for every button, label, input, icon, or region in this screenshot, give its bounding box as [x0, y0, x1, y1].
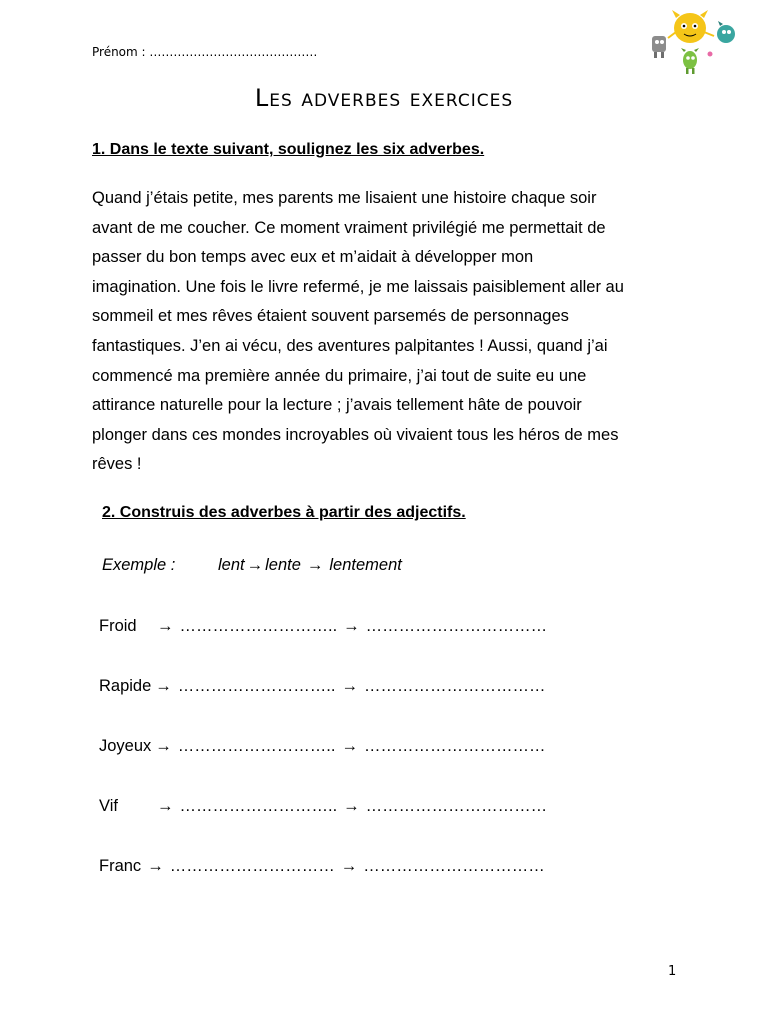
arrow-icon: →	[246, 556, 264, 574]
exercise-row-joyeux	[99, 737, 545, 756]
paragraph-line: passer du bon temps avec eux et m’aidait à développer mon	[92, 248, 534, 267]
adjective: Vif	[99, 797, 118, 815]
paragraph-line: rêves !	[92, 455, 142, 474]
blank-feminine[interactable]: ………………………..	[179, 797, 338, 815]
arrow-icon: →	[341, 677, 358, 695]
teal-monster-icon	[717, 21, 735, 43]
arrow-icon: →	[343, 617, 360, 635]
exercise-1-heading: 1. Dans le texte suivant, soulignez les six adverbes.	[92, 141, 485, 158]
example-word-1: lent	[218, 556, 245, 574]
paragraph-line: imagination. Une fois le livre refermé, je me laissais paisiblement aller au	[92, 277, 624, 296]
exercise-row-vif	[99, 797, 547, 816]
blank-adverb[interactable]: ……………………………	[365, 617, 548, 635]
example-words	[218, 556, 402, 575]
blank-adverb[interactable]: ……………………………	[365, 797, 548, 815]
page-title: Les adverbes exercices	[254, 84, 514, 112]
monsters-logo-icon	[648, 8, 740, 78]
arrow-icon: →	[343, 797, 360, 815]
yellow-monster-icon	[668, 10, 714, 43]
paragraph-line: fantastiques. J’en ai vécu, des aventures palpitantes ! Aussi, quand j’ai	[92, 336, 608, 355]
adjective: Franc	[99, 857, 142, 875]
blank-adverb[interactable]: ……………………………	[363, 857, 545, 875]
pink-dot-icon	[708, 52, 713, 57]
example-word-2: lente	[265, 556, 301, 574]
blank-adverb[interactable]: ……………………………	[363, 737, 546, 755]
paragraph-line: attirance naturelle pour la lecture ; j’avais tellement hâte de pouvoir	[92, 396, 582, 415]
paragraph-line: avant de me coucher. Ce moment vraiment privilégié me permettait de	[92, 218, 606, 237]
exercise-1-paragraph	[92, 184, 692, 480]
paragraph-line: sommeil et mes rêves étaient souvent parsemés de personnages	[92, 307, 569, 326]
exercise-row-froid	[99, 617, 547, 636]
blank-feminine[interactable]: …………………………	[169, 857, 335, 875]
blank-adverb[interactable]: ……………………………	[363, 677, 546, 695]
blank-feminine[interactable]: ………………………..	[179, 617, 338, 635]
adjective: Joyeux	[99, 737, 152, 755]
paragraph-line: commencé ma première année du primaire, j’ai tout de suite eu une	[92, 366, 587, 385]
arrow-icon: →	[155, 737, 172, 755]
example-label: Exemple :	[102, 556, 176, 574]
arrow-icon: →	[340, 857, 358, 875]
arrow-icon: →	[147, 857, 164, 875]
grey-monster-icon	[652, 36, 666, 58]
arrow-icon: →	[157, 797, 174, 815]
exercise-row-franc	[99, 857, 545, 876]
adjective: Rapide	[99, 677, 152, 695]
green-monster-icon	[681, 48, 699, 74]
example-word-3: lentement	[329, 556, 402, 574]
page-number: 1	[668, 964, 677, 979]
paragraph-line: plonger dans ces mondes incroyables où vivaient tous les héros de mes	[92, 425, 619, 444]
arrow-icon: →	[306, 556, 324, 574]
blank-feminine[interactable]: ………………………..	[177, 737, 336, 755]
exercise-row-rapide	[99, 677, 545, 696]
paragraph-line: Quand j’étais petite, mes parents me lisaient une histoire chaque soir	[92, 189, 597, 207]
adjective: Froid	[99, 617, 137, 635]
arrow-icon: →	[155, 677, 172, 695]
exercise-2-heading: 2. Construis des adverbes à partir des adjectifs.	[102, 504, 466, 521]
blank-feminine[interactable]: ………………………..	[177, 677, 336, 695]
arrow-icon: →	[157, 617, 174, 635]
arrow-icon: →	[341, 737, 358, 755]
prenom-line: Prénom : ……………………………………	[92, 45, 318, 59]
